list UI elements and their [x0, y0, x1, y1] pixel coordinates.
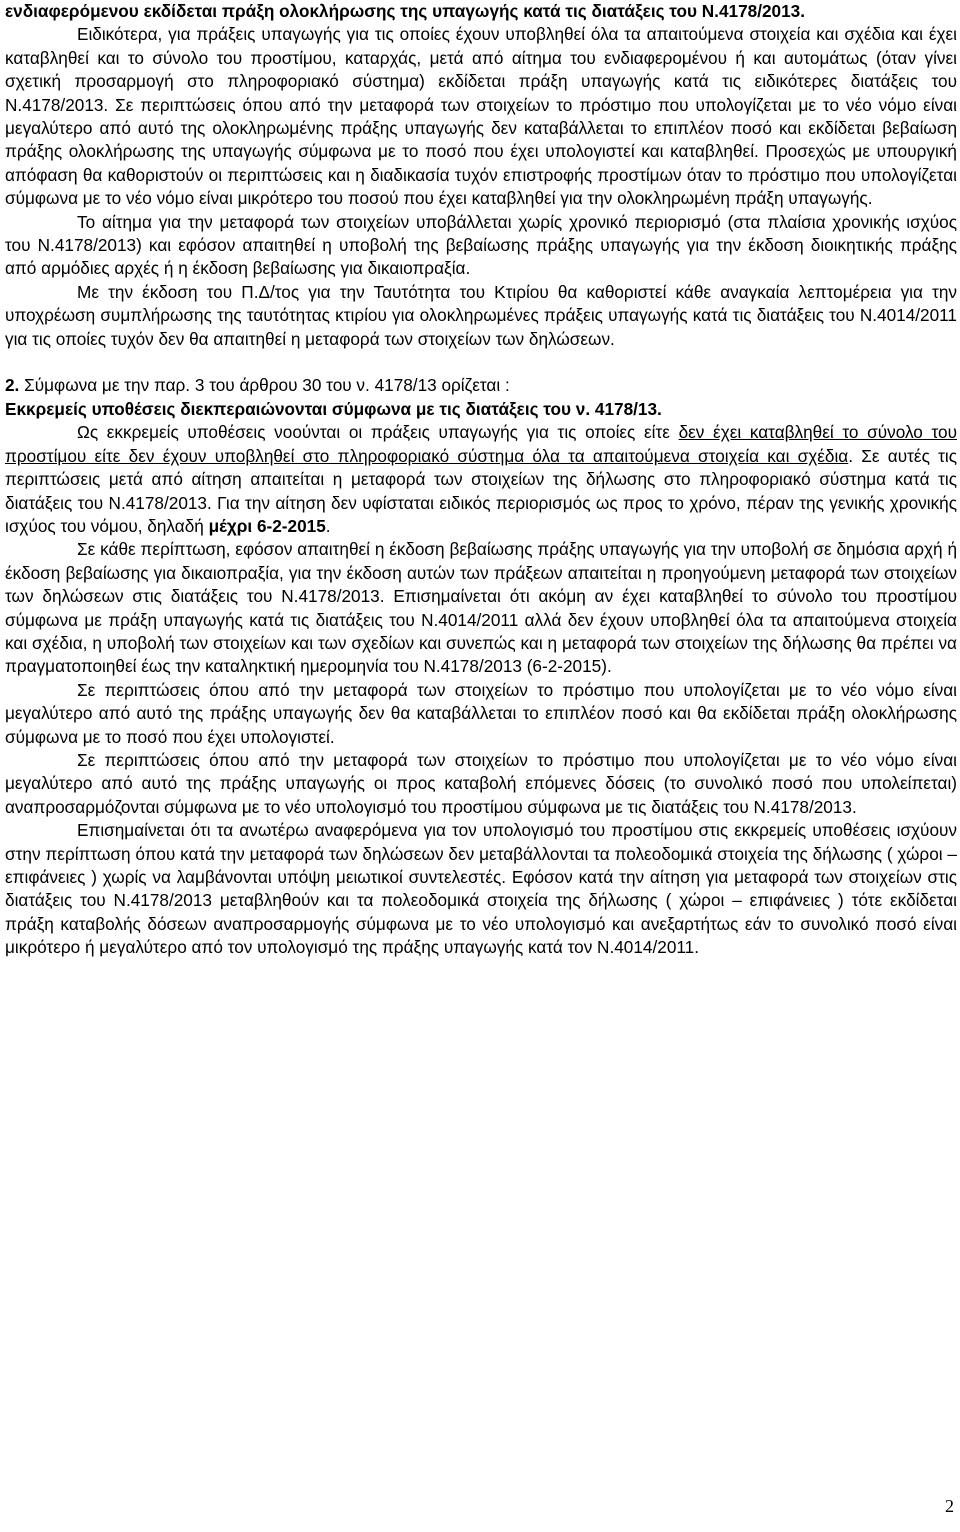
deadline-date: μέχρι 6-2-2015	[208, 515, 326, 536]
paragraph-note-recalculation: Επισημαίνεται ότι τα ανωτέρω αναφερόμενα για τον υπολογισμό του προστίμου στις εκκρεμείς υποθέσεις ισχύουν στην περίπτωση όπου κατά την μεταφορά των δηλώσεων δεν μεταβάλλονται τα πολεοδομικά στοιχεία της δήλωσης ( χώροι – επιφάνειες ) χωρίς να λαμβάνονται υπόψη μειωτικοί συντελεστές. Εφόσον κατά την αίτηση για μεταφορά των στοιχείων στις διατάξεις του Ν.4178/2013 μεταβληθούν και τα πολεοδομικά στοιχεία της δήλωσης ( χώροι – επιφάνειες ) τότε εκδίδεται πράξη καταβολής δόσεων αναπροσαρμογής σύμφωνα με το νέο υπολογισμό και ανεξαρτήτως εάν το συνολικό ποσό είναι μικρότερο ή μεγαλύτερο από τον υπολογισμό της πράξης υπαγωγής κατά τον Ν.4014/2011.	[5, 820, 957, 958]
pending-cases-start: Ως εκκρεμείς υποθέσεις νοούνται οι πράξεις υπαγωγής για τις οποίες είτε	[77, 422, 679, 443]
paragraph-completion-act: ενδιαφερόμενου εκδίδεται πράξη ολοκλήρωσης της υπαγωγής κατά τις διατάξεις του Ν.4178/2013.	[5, 1, 805, 21]
section-2-intro	[5, 374, 957, 397]
section-intro-text: Σύμφωνα με την παρ. 3 του άρθρου 30 του ν. 4178/13 ορίζεται :	[24, 375, 510, 396]
section-2-heading: Εκκρεμείς υποθέσεις διεκπεραιώνονται σύμφωνα με τις διατάξεις του ν. 4178/13.	[5, 398, 662, 419]
paragraph-higher-fine-installments: Σε περιπτώσεις όπου από την μεταφορά των στοιχείων το πρόστιμο που υπολογίζεται με το νέο νόμο είναι μεγαλύτερο από αυτό της πράξης υπαγωγής οι προς καταβολή επόμενες δόσεις (το συνολικό ποσό που υπολείπεται) αναπροσαρμόζονται σύμφωνα με το νέο υπολογισμό του προστίμου σύμφωνα με τις διατάξεις του Ν.4178/2013.	[5, 749, 957, 817]
pending-cases-tail: .	[325, 515, 331, 536]
pending-cases-end: . Σε αυτές τις περιπτώσεις μετά από αίτηση απαιτείται η μεταφορά των στοιχείων της δήλωσης στο πληροφοριακό σύστημα κατά τις διατάξεις του Ν.4178/2013. Για την αίτηση δεν υφίσταται ειδικός περιορισμός ως προς το χρόνο, πέραν της γενικής χρονικής ισχύος του νόμου, δηλαδή	[5, 445, 957, 536]
paragraph-transfer-request: Το αίτημα για την μεταφορά των στοιχείων υποβάλλεται χωρίς χρονικό περιορισμό (στα πλαίσια χρονικής ισχύος του Ν.4178/2013) και εφόσον απαιτηθεί η υποβολή της βεβαίωσης πράξης υπαγωγής για την έκδοση διοικητικής πράξης από αρμόδιες αρχές ή η έκδοση βεβαίωσης για δικαιοπραξία.	[5, 211, 957, 279]
paragraph-higher-fine-completion: Σε περιπτώσεις όπου από την μεταφορά των στοιχείων το πρόστιμο που υπολογίζεται με το νέο νόμο είναι μεγαλύτερο από αυτό της πράξης υπαγωγής δεν θα καταβάλλεται το επιπλέον ποσό και θα εκδίδεται πράξη ολοκλήρωσης σύμφωνα με το ποσό που έχει υπολογιστεί.	[5, 679, 957, 747]
paragraph-in-any-case: Σε κάθε περίπτωση, εφόσον απαιτηθεί η έκδοση βεβαίωσης πράξης υπαγωγής για την υποβολή σε δημόσια αρχή ή έκδοση βεβαίωσης για δικαιοπραξία, για την έκδοση αυτών των πράξεων απαιτείται η προηγούμενη μεταφορά των στοιχείων των δηλώσεων στις διατάξεις του Ν.4178/2013. Επισημαίνεται ότι ακόμη αν έχει καταβληθεί το σύνολο του προστίμου σύμφωνα με πράξη υπαγωγής κατά τις διατάξεις του Ν.4014/2011 αλλά δεν έχουν υποβληθεί όλα τα απαιτούμενα στοιχεία και σχέδια, η υποβολή των στοιχείων και των σχεδίων και συνεπώς και η μεταφορά των στοιχείων της δήλωσης θα πρέπει να πραγματοποιηθεί έως την καταληκτική ημερομηνία του Ν.4178/2013 (6-2-2015).	[5, 539, 957, 677]
paragraph-specifically: Ειδικότερα, για πράξεις υπαγωγής για τις οποίες έχουν υποβληθεί όλα τα απαιτούμενα στοιχεία και σχέδια και έχει καταβληθεί και το σύνολο του προστίμου, καταρχάς, μετά από αίτημα του ενδιαφερομένου ή και αυτομάτως (όταν γίνει σχετική προσαρμογή στο πληροφοριακό σύστημα) εκδίδεται πράξη υπαγωγής κατά τις ειδικότερες διατάξεις του Ν.4178/2013. Σε περιπτώσεις όπου από την μεταφορά των στοιχείων το πρόστιμο που υπολογίζεται με το νέο νόμο είναι μεγαλύτερο από αυτό της ολοκληρωμένης πράξης υπαγωγής δεν καταβάλλεται το επιπλέον ποσό και εκδίδεται βεβαίωση πράξης ολοκλήρωσης της υπαγωγής σύμφωνα με το ποσό που έχει υπολογιστεί και καταβληθεί. Προσεχώς με υπουργική απόφαση θα καθοριστούν οι περιπτώσεις και η διαδικασία τυχόν επιστροφής προστίμων όταν το πρόστιμο που υπολογίζεται σύμφωνα με το νέο νόμο είναι μικρότερο του ποσού που έχει καταβληθεί για την ολοκληρωμένη πράξη υπαγωγής.	[5, 24, 957, 209]
paragraph-pending-cases	[5, 421, 957, 538]
pending-cases-underlined: δεν έχει καταβληθεί το σύνολο του προστίμου είτε δεν έχουν υποβληθεί στο πληροφοριακό σύστημα όλα τα απαιτούμενα στοιχεία και σχέδια	[5, 422, 957, 466]
section-number: 2.	[5, 375, 20, 396]
blank-line	[5, 351, 957, 374]
page-number: 2	[945, 1496, 954, 1516]
paragraph-building-identity: Με την έκδοση του Π.Δ/τος για την Ταυτότητα του Κτιρίου θα καθοριστεί κάθε αναγκαία λεπτομέρεια για την υποχρέωση συμπλήρωσης της ταυτότητας κτιρίου για ολοκληρωμένες πράξεις υπαγωγής κατά τις διατάξεις του Ν.4014/2011 για τις οποίες τυχόν δεν θα απαιτηθεί η μεταφορά των στοιχείων των δηλώσεων.	[5, 281, 957, 349]
document-page	[5, 0, 957, 960]
